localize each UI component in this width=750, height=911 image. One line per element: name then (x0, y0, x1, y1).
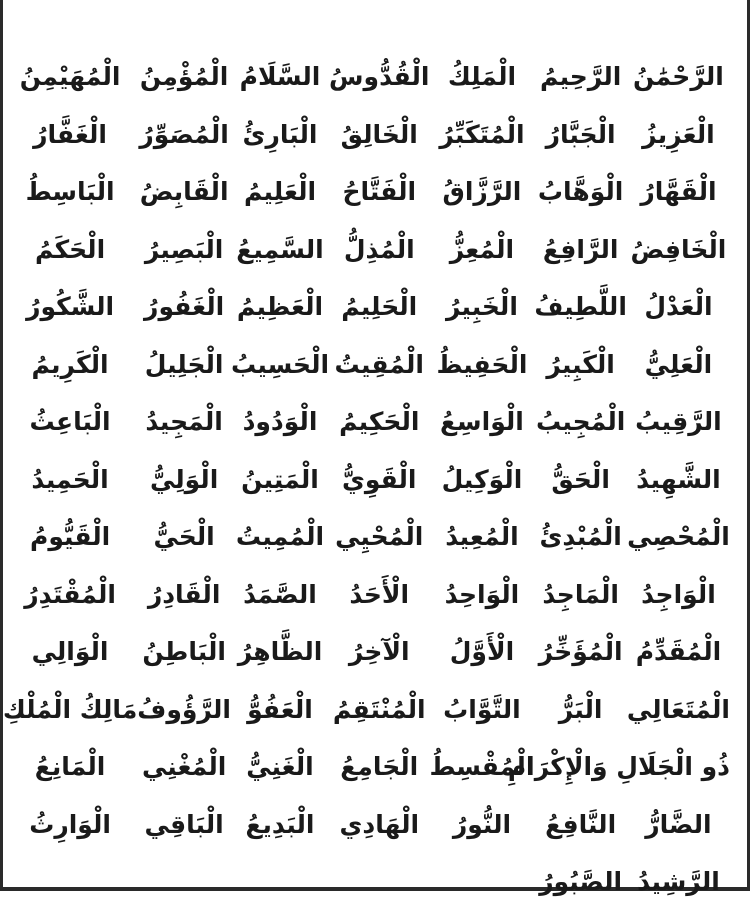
name-item: الرَّؤُوفُ (137, 694, 231, 724)
name-item: الْمَاجِدُ (542, 579, 619, 609)
name-item: الْوَاسِعُ (439, 407, 524, 437)
name-item: الْكَبِيرُ (546, 349, 615, 379)
name-item: الْمُنْتَقِمُ (332, 694, 426, 724)
name-item: الْحَقُّ (551, 464, 610, 494)
name-item: الرَّشِيدُ (637, 867, 720, 897)
name-item: الْقُدُّوسُ (329, 62, 430, 92)
name-item: الْوَهَّابُ (537, 177, 624, 207)
name-item: الْمُعِزُّ (449, 234, 515, 264)
name-item: الْخَبِيرُ (445, 292, 518, 322)
name-item: الْبَاسِطُ (25, 177, 115, 207)
name-item: الْبَارِئُ (242, 119, 318, 149)
name-item: الْمُغْنِي (141, 752, 227, 782)
name-item: الظَّاهِرُ (237, 637, 323, 667)
name-item: الْمُمِيتُ (235, 522, 325, 552)
name-item: الْمُقْتَدِرُ (24, 579, 116, 609)
name-item: الضَّارُّ (645, 809, 712, 839)
name-item: الْمُقَدِّمُ (635, 637, 722, 667)
name-item: الْمُعِيدُ (445, 522, 519, 552)
name-item: الْقَيُّومُ (30, 522, 111, 552)
name-item: النُّورُ (452, 809, 512, 839)
name-item: الْحَلِيمُ (341, 292, 418, 322)
name-item: الْآخِرُ (348, 637, 410, 667)
name-item: الْعَفُوُّ (247, 694, 313, 724)
name-item: الْمُتَعَالِي (626, 694, 730, 724)
name-item: الْمُذِلُّ (343, 234, 415, 264)
name-item: الْجَلِيلُ (144, 349, 224, 379)
name-item: الصَّمَدُ (243, 579, 317, 609)
name-item: الْبَاطِنُ (142, 637, 226, 667)
name-item: الْبَدِيعُ (245, 809, 315, 839)
name-item: الْمُقْسِطُ (429, 752, 535, 782)
name-item: الْغَفَّارُ (33, 119, 107, 149)
name-item: التَّوَّابُ (443, 694, 521, 724)
name-item: الشَّهِيدُ (636, 464, 721, 494)
name-item: الْعَظِيمُ (236, 292, 324, 322)
name-item: الْمُحْيِي (335, 522, 424, 552)
name-item: الْأَوَّلُ (449, 637, 515, 667)
name-item: السَّلَامُ (239, 62, 321, 92)
name-item: الْعَزِيزُ (642, 119, 715, 149)
name-item: الْمُجِيبُ (535, 407, 626, 437)
name-item: الْوَاحِدُ (444, 579, 520, 609)
name-item: الْحَفِيظُ (436, 349, 528, 379)
name-item: الْقَابِضُ (139, 177, 229, 207)
name-item: الْعَلِيمُ (243, 177, 317, 207)
name-item: الرَّحْمَٰنُ (633, 62, 724, 92)
name-item: الْوَارِثُ (29, 809, 111, 839)
name-item: السَّمِيعُ (236, 234, 324, 264)
name-item: الْعَدْلُ (644, 292, 713, 322)
name-item: الْقَهَّارُ (640, 177, 717, 207)
name-item: الْخَافِضُ (630, 234, 727, 264)
name-item: الْمَلِكُ (447, 62, 517, 92)
name-item: الْجَبَّارُ (545, 119, 616, 149)
name-item: الْوَدُودُ (242, 407, 318, 437)
name-item: الْمَانِعُ (34, 752, 106, 782)
name-item: الْبَاقِي (144, 809, 224, 839)
name-item: ذُو الْجَلَالِ وَالْإِكْرَامِ (507, 752, 730, 782)
name-item: الْمُصَوِّرُ (139, 119, 229, 149)
name-item: الرَّحِيمُ (539, 62, 622, 92)
name-item: الْقَوِيُّ (341, 464, 417, 494)
name-item: الْمُهَيْمِنُ (19, 62, 121, 92)
name-item: الْمَتِينُ (241, 464, 319, 494)
name-item: الْغَنِيُّ (246, 752, 314, 782)
name-item: الْمُقِيتُ (334, 349, 424, 379)
name-item: الْمُتَكَبِّرُ (439, 119, 525, 149)
name-item: الْمُؤْمِنُ (139, 62, 229, 92)
name-item: الْأَحَدُ (349, 579, 410, 609)
name-item: الْحَسِيبُ (230, 349, 330, 379)
name-item: الْعَلِيُّ (644, 349, 713, 379)
name-item: الرَّقِيبُ (635, 407, 722, 437)
name-item: مَالِكُ الْمُلْكِ (2, 694, 138, 724)
name-item: الْمُحْصِي (627, 522, 730, 552)
names-grid (2, 48, 730, 911)
name-item: الْجَامِعُ (340, 752, 419, 782)
name-item: الْفَتَّاحُ (342, 177, 417, 207)
name-item: الْحَيُّ (153, 522, 215, 552)
name-item: الْكَرِيمُ (31, 349, 109, 379)
name-item: الْوَلِيُّ (149, 464, 219, 494)
name-item: النَّافِعُ (545, 809, 617, 839)
name-item: الْوَاجِدُ (641, 579, 716, 609)
name-item: الْمَجِيدُ (145, 407, 223, 437)
name-item: الْمُبْدِئُ (539, 522, 622, 552)
name-item: الْوَكِيلُ (441, 464, 523, 494)
name-item: الْحَكِيمُ (339, 407, 420, 437)
name-item: الْبَرُّ (558, 694, 603, 724)
name-item: الْخَالِقُ (340, 119, 418, 149)
name-item: الْغَفُورُ (144, 292, 225, 322)
name-item: الْمُؤَخِّرُ (538, 637, 623, 667)
name-item: الرَّافِعُ (542, 234, 619, 264)
name-item: الْحَكَمُ (35, 234, 106, 264)
name-item: الْحَمِيدُ (31, 464, 109, 494)
name-item: الْقَادِرُ (147, 579, 221, 609)
name-item: الْوَالِي (31, 637, 109, 667)
name-item: الشَّكُورُ (26, 292, 115, 322)
name-item: الْبَصِيرُ (144, 234, 224, 264)
name-item: الْبَاعِثُ (29, 407, 111, 437)
name-item: الرَّزَّاقُ (442, 177, 522, 207)
name-item: اللَّطِيفُ (534, 292, 627, 322)
name-item: الصَّبُورُ (539, 867, 623, 897)
name-item: الْهَادِي (339, 809, 420, 839)
